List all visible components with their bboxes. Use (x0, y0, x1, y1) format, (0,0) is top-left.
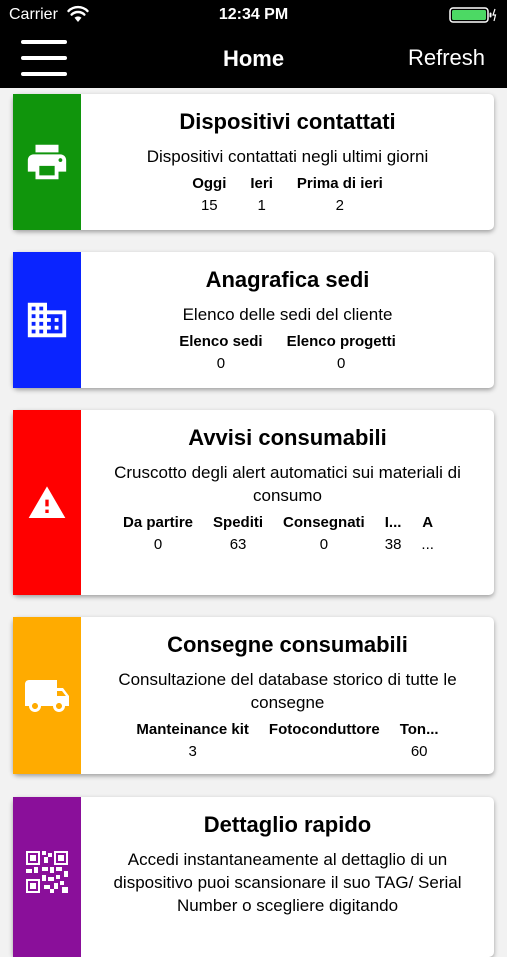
stat-spediti (213, 514, 263, 553)
stat-da-partire (123, 514, 193, 553)
stat-label: Oggi (192, 175, 227, 192)
menu-icon[interactable] (21, 40, 67, 76)
battery-icon (449, 6, 497, 24)
stat-label: Ton... (399, 721, 439, 738)
stat-value: 3 (188, 743, 197, 760)
stat-value: 63 (229, 536, 247, 553)
stats-row (81, 514, 494, 553)
stat-oggi (192, 175, 226, 214)
stat-label: Consegnati (283, 514, 365, 531)
card-color-bar (13, 797, 81, 957)
stat-value: 0 (153, 536, 163, 553)
stat-truncated-2 (421, 514, 434, 553)
card-title: Dispositivi contattati (179, 109, 396, 134)
stat-elenco-progetti (287, 333, 396, 372)
card-description: Cruscotto degli alert automatici sui materiali di consumo (114, 463, 461, 505)
stat-value: 2 (335, 197, 345, 214)
stat-label: Prima di ieri (296, 175, 383, 192)
page-title: Home (222, 46, 285, 71)
stat-consegnati (283, 514, 365, 553)
stat-label: Elenco progetti (286, 333, 396, 350)
stat-value: 0 (216, 355, 226, 372)
card-avvisi-consumabili[interactable] (13, 410, 494, 595)
stat-ieri (250, 175, 273, 214)
card-title: Consegne consumabili (167, 632, 408, 657)
stat-fotoconduttore (269, 721, 380, 760)
printer-icon (24, 139, 70, 185)
stat-label: Fotoconduttore (268, 721, 380, 738)
stat-elenco-sedi (179, 333, 262, 372)
stat-label: Da partire (123, 514, 194, 531)
stat-value: 15 (200, 197, 218, 214)
stat-value: 60 (410, 743, 428, 760)
warning-icon (27, 483, 67, 523)
building-icon (24, 297, 70, 343)
card-description: Dispositivi contattati negli ultimi giorni (146, 147, 429, 166)
card-color-bar (13, 252, 81, 388)
card-color-bar (13, 410, 81, 595)
stat-manteinance-kit (136, 721, 249, 760)
stat-label: Spediti (213, 514, 264, 531)
stats-row (81, 333, 494, 372)
stat-truncated-1 (385, 514, 402, 553)
stat-value: 0 (337, 355, 346, 372)
qr-code-icon (26, 851, 68, 893)
stat-label: Ieri (250, 175, 273, 192)
card-dispositivi-contattati[interactable] (13, 94, 494, 230)
refresh-button[interactable]: Refresh (407, 45, 485, 70)
stat-prima-di-ieri (297, 175, 383, 214)
card-title: Dettaglio rapido (203, 812, 372, 837)
navigation-bar (0, 30, 507, 88)
card-description: Accedi instantaneamente al dettaglio di un dispositivo puoi scansionare il suo TAG/ Serial Number o scegliere digitando (113, 850, 462, 915)
card-consegne-consumabili[interactable] (13, 617, 494, 774)
stat-label: Manteinance kit (136, 721, 249, 738)
stat-label: I... (384, 514, 402, 531)
stat-value: 38 (384, 536, 402, 553)
stat-toner (400, 721, 439, 760)
card-description: Consultazione del database storico di tutte le consegne (118, 670, 457, 712)
card-color-bar (13, 617, 81, 774)
truck-icon (23, 672, 71, 720)
carrier-label: Carrier (9, 6, 58, 23)
status-bar (0, 0, 507, 30)
stats-row (81, 175, 494, 214)
card-anagrafica-sedi[interactable] (13, 252, 494, 388)
stats-row (81, 721, 494, 760)
card-dettaglio-rapido[interactable] (13, 797, 494, 957)
stat-value: 1 (257, 197, 266, 214)
card-title: Anagrafica sedi (205, 267, 370, 292)
card-description: Elenco delle sedi del cliente (182, 305, 393, 324)
stat-value: ... (421, 536, 434, 553)
stat-label: A (422, 514, 434, 531)
stat-label: Elenco sedi (179, 333, 263, 350)
clock: 12:34 PM (218, 6, 289, 23)
stat-value: 0 (319, 536, 329, 553)
card-title: Avvisi consumabili (188, 425, 387, 450)
card-color-bar (13, 94, 81, 230)
